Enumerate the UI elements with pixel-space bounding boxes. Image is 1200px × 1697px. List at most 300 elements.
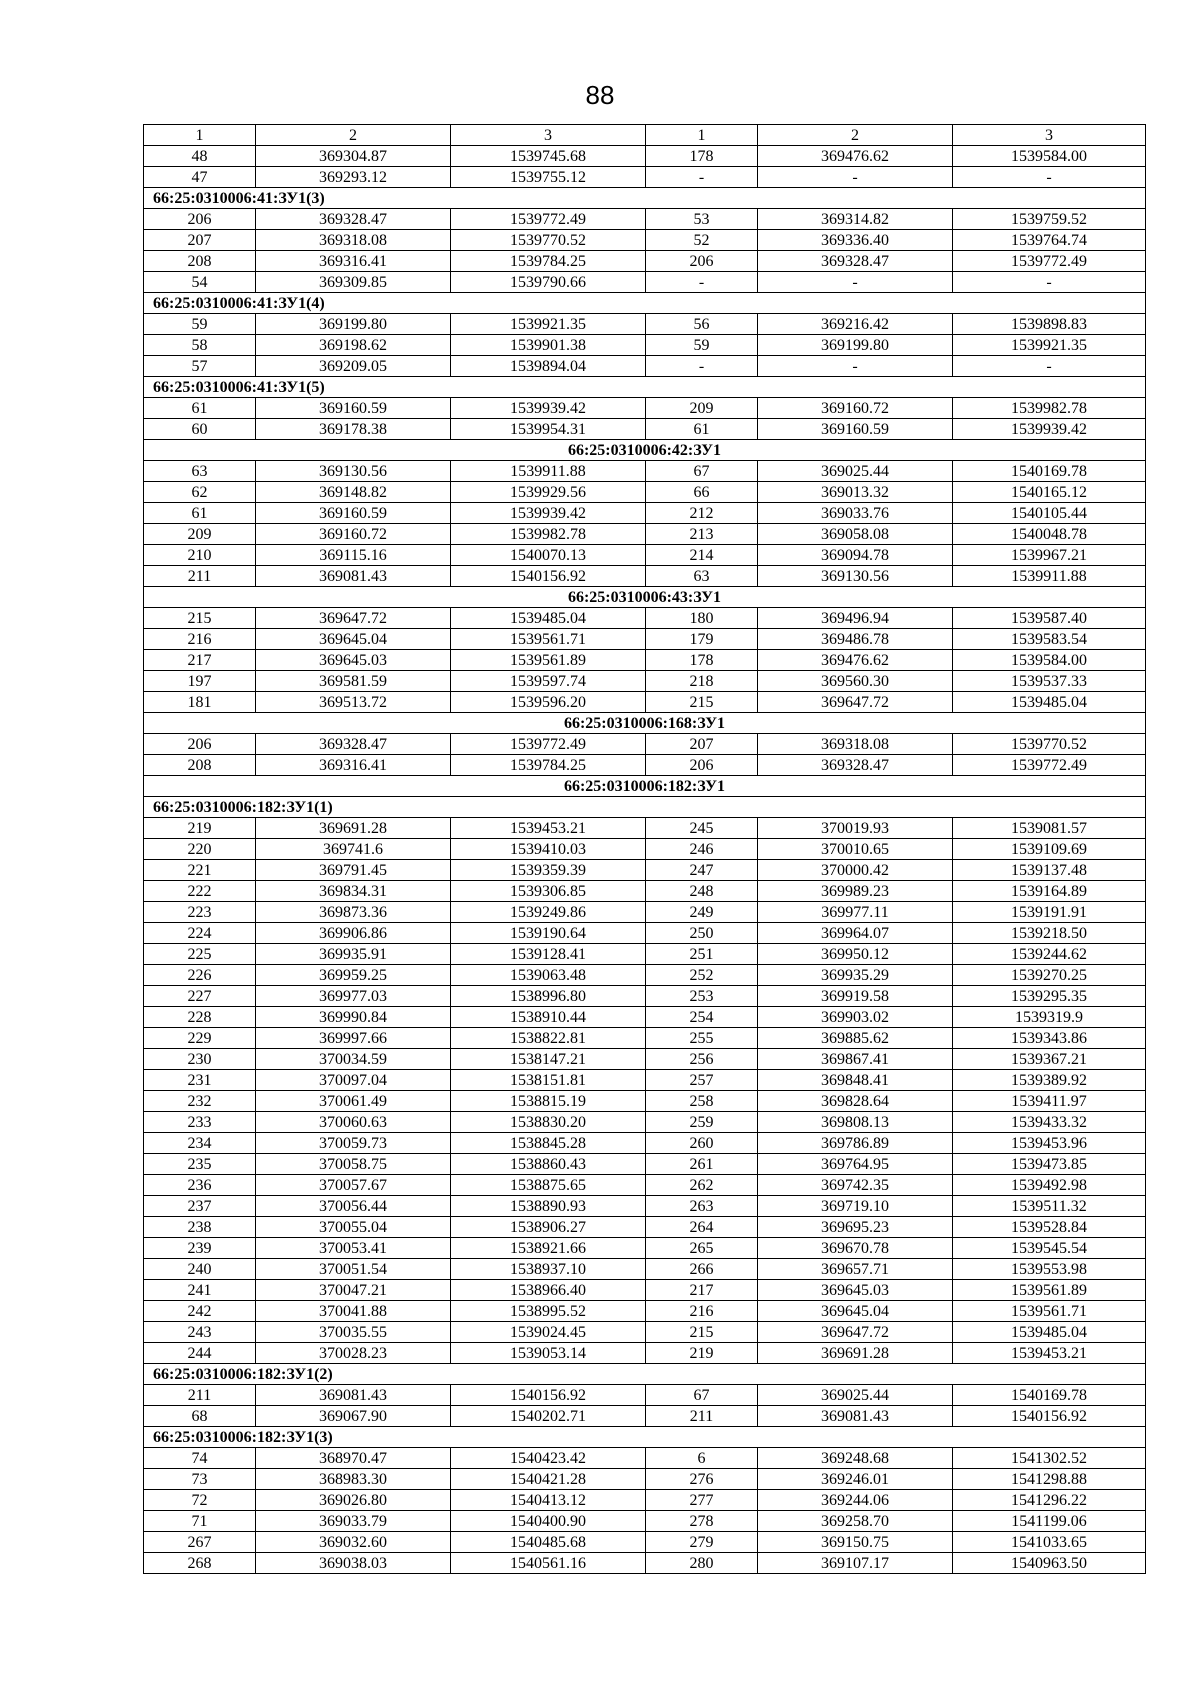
table-cell: 207 — [144, 230, 256, 251]
section-heading: 66:25:0310006:182:ЗУ1(1) — [144, 797, 1146, 818]
table-cell: 1538860.43 — [451, 1154, 646, 1175]
table-cell: 1539764.74 — [953, 230, 1146, 251]
table-cell: - — [953, 272, 1146, 293]
table-cell: 247 — [646, 860, 758, 881]
table-row — [144, 1217, 1146, 1238]
table-cell: 369695.23 — [758, 1217, 953, 1238]
table-cell: 1539485.04 — [953, 1322, 1146, 1343]
table-cell: 1540165.12 — [953, 482, 1146, 503]
table-cell: 223 — [144, 902, 256, 923]
table-header-row — [144, 125, 1146, 146]
table-cell: 219 — [646, 1343, 758, 1364]
table-row — [144, 1028, 1146, 1049]
table-cell: 61 — [646, 419, 758, 440]
table-cell: 1539433.32 — [953, 1112, 1146, 1133]
table-cell: - — [758, 356, 953, 377]
table-row — [144, 251, 1146, 272]
table-cell: 276 — [646, 1469, 758, 1490]
table-cell: 237 — [144, 1196, 256, 1217]
table-cell: 1538966.40 — [451, 1280, 646, 1301]
table-cell: 1539967.21 — [953, 545, 1146, 566]
table-cell: 251 — [646, 944, 758, 965]
table-cell: 1538875.65 — [451, 1175, 646, 1196]
section-heading: 66:25:0310006:41:ЗУ1(3) — [144, 188, 1146, 209]
table-cell: 369316.41 — [256, 755, 451, 776]
table-cell: 234 — [144, 1133, 256, 1154]
table-cell: - — [758, 167, 953, 188]
table-cell: 1539190.64 — [451, 923, 646, 944]
table-cell: 370061.49 — [256, 1091, 451, 1112]
table-cell: 1539453.96 — [953, 1133, 1146, 1154]
table-cell: 1539553.98 — [953, 1259, 1146, 1280]
table-cell: 209 — [144, 524, 256, 545]
table-cell: 215 — [646, 1322, 758, 1343]
table-cell: 369258.70 — [758, 1511, 953, 1532]
table-cell: 369741.6 — [256, 839, 451, 860]
table-cell: 228 — [144, 1007, 256, 1028]
table-cell: 206 — [646, 251, 758, 272]
table-cell: 245 — [646, 818, 758, 839]
table-cell: 369025.44 — [758, 1385, 953, 1406]
table-cell: 1539954.31 — [451, 419, 646, 440]
table-cell: 257 — [646, 1070, 758, 1091]
table-cell: 221 — [144, 860, 256, 881]
table-cell: 369026.80 — [256, 1490, 451, 1511]
header-cell: 3 — [451, 125, 646, 146]
table-cell: 56 — [646, 314, 758, 335]
table-cell: 1539770.52 — [953, 734, 1146, 755]
table-cell: 369670.78 — [758, 1238, 953, 1259]
table-cell: 1538937.10 — [451, 1259, 646, 1280]
table-cell: 231 — [144, 1070, 256, 1091]
table-cell: 369935.29 — [758, 965, 953, 986]
table-cell: 259 — [646, 1112, 758, 1133]
table-cell: 1540400.90 — [451, 1511, 646, 1532]
table-cell: 369318.08 — [256, 230, 451, 251]
table-cell: 227 — [144, 986, 256, 1007]
table-cell: 369318.08 — [758, 734, 953, 755]
table-cell: 1538822.81 — [451, 1028, 646, 1049]
table-cell: 370010.65 — [758, 839, 953, 860]
table-cell: 369067.90 — [256, 1406, 451, 1427]
table-cell: 1539561.89 — [451, 650, 646, 671]
table-row — [144, 545, 1146, 566]
table-cell: 368970.47 — [256, 1448, 451, 1469]
table-cell: 1539528.84 — [953, 1217, 1146, 1238]
section-heading-row — [144, 587, 1146, 608]
table-cell: 1539911.88 — [451, 461, 646, 482]
table-cell: 255 — [646, 1028, 758, 1049]
table-cell: 369935.91 — [256, 944, 451, 965]
table-cell: 243 — [144, 1322, 256, 1343]
table-cell: 1539249.86 — [451, 902, 646, 923]
table-cell: 74 — [144, 1448, 256, 1469]
table-cell: 369032.60 — [256, 1532, 451, 1553]
table-cell: 370058.75 — [256, 1154, 451, 1175]
table-cell: 369328.47 — [758, 755, 953, 776]
table-cell: 1540423.42 — [451, 1448, 646, 1469]
table-cell: 370057.67 — [256, 1175, 451, 1196]
table-cell: 369647.72 — [758, 692, 953, 713]
table-cell: 1539939.42 — [451, 503, 646, 524]
table-cell: 248 — [646, 881, 758, 902]
table-cell: 241 — [144, 1280, 256, 1301]
table-cell: 1539772.49 — [451, 734, 646, 755]
table-cell: 57 — [144, 356, 256, 377]
table-cell: 1540485.68 — [451, 1532, 646, 1553]
table-cell: 256 — [646, 1049, 758, 1070]
section-heading: 66:25:0310006:182:ЗУ1(3) — [144, 1427, 1146, 1448]
table-cell: 233 — [144, 1112, 256, 1133]
table-cell: 369148.82 — [256, 482, 451, 503]
table-cell: 1539584.00 — [953, 146, 1146, 167]
table-cell: 1539218.50 — [953, 923, 1146, 944]
table-cell: 369025.44 — [758, 461, 953, 482]
table-cell: 277 — [646, 1490, 758, 1511]
table-cell: 369848.41 — [758, 1070, 953, 1091]
section-heading: 66:25:0310006:42:ЗУ1 — [144, 440, 1146, 461]
table-row — [144, 1070, 1146, 1091]
table-cell: 216 — [144, 629, 256, 650]
table-cell: 369160.59 — [758, 419, 953, 440]
table-cell: 209 — [646, 398, 758, 419]
table-cell: 369997.66 — [256, 1028, 451, 1049]
table-cell: 217 — [144, 650, 256, 671]
table-cell: 1539492.98 — [953, 1175, 1146, 1196]
table-cell: 1539410.03 — [451, 839, 646, 860]
table-cell: 1539772.49 — [953, 251, 1146, 272]
table-cell: 1539982.78 — [953, 398, 1146, 419]
table-cell: 1539921.35 — [953, 335, 1146, 356]
table-cell: 369645.04 — [758, 1301, 953, 1322]
table-row — [144, 272, 1146, 293]
table-cell: 207 — [646, 734, 758, 755]
table-cell: 369560.30 — [758, 671, 953, 692]
table-cell: 369476.62 — [758, 650, 953, 671]
table-cell: 1539583.54 — [953, 629, 1146, 650]
table-cell: 246 — [646, 839, 758, 860]
section-heading-row — [144, 188, 1146, 209]
table-cell: 1539770.52 — [451, 230, 646, 251]
table-cell: 369013.32 — [758, 482, 953, 503]
table-cell: 1539024.45 — [451, 1322, 646, 1343]
table-cell: 1538890.93 — [451, 1196, 646, 1217]
table-cell: 369990.84 — [256, 1007, 451, 1028]
table-cell: 1540105.44 — [953, 503, 1146, 524]
table-cell: 369906.86 — [256, 923, 451, 944]
table-cell: 226 — [144, 965, 256, 986]
table-cell: 370059.73 — [256, 1133, 451, 1154]
table-cell: 369989.23 — [758, 881, 953, 902]
table-row — [144, 1553, 1146, 1574]
table-cell: 1540048.78 — [953, 524, 1146, 545]
table-row — [144, 1112, 1146, 1133]
table-cell: 1539745.68 — [451, 146, 646, 167]
table-cell: 1539319.9 — [953, 1007, 1146, 1028]
table-row — [144, 1280, 1146, 1301]
table-cell: 1539485.04 — [451, 608, 646, 629]
table-row — [144, 314, 1146, 335]
table-cell: 1539411.97 — [953, 1091, 1146, 1112]
table-cell: 1538996.80 — [451, 986, 646, 1007]
section-heading: 66:25:0310006:182:ЗУ1 — [144, 776, 1146, 797]
table-cell: 1539359.39 — [451, 860, 646, 881]
table-row — [144, 524, 1146, 545]
table-cell: 369199.80 — [256, 314, 451, 335]
table-cell: 1540169.78 — [953, 1385, 1146, 1406]
table-cell: - — [646, 356, 758, 377]
table-cell: 369033.76 — [758, 503, 953, 524]
table-cell: 369198.62 — [256, 335, 451, 356]
table-cell: - — [646, 167, 758, 188]
table-row — [144, 1196, 1146, 1217]
table-cell: 1539772.49 — [451, 209, 646, 230]
table-cell: 238 — [144, 1217, 256, 1238]
table-cell: 369959.25 — [256, 965, 451, 986]
table-cell: 179 — [646, 629, 758, 650]
table-cell: 370034.59 — [256, 1049, 451, 1070]
table-cell: 369081.43 — [256, 566, 451, 587]
table-cell: 215 — [144, 608, 256, 629]
table-cell: 369328.47 — [758, 251, 953, 272]
table-cell: 52 — [646, 230, 758, 251]
table-cell: 215 — [646, 692, 758, 713]
table-cell: 369786.89 — [758, 1133, 953, 1154]
table-cell: 1539485.04 — [953, 692, 1146, 713]
table-cell: 369216.42 — [758, 314, 953, 335]
table-cell: 268 — [144, 1553, 256, 1574]
table-cell: 236 — [144, 1175, 256, 1196]
table-cell: 63 — [144, 461, 256, 482]
section-heading-row — [144, 1427, 1146, 1448]
table-cell: 369244.06 — [758, 1490, 953, 1511]
table-row — [144, 1511, 1146, 1532]
table-cell: 219 — [144, 818, 256, 839]
table-cell: 369033.79 — [256, 1511, 451, 1532]
table-cell: 253 — [646, 986, 758, 1007]
table-cell: 369808.13 — [758, 1112, 953, 1133]
table-cell: 230 — [144, 1049, 256, 1070]
table-cell: 1538845.28 — [451, 1133, 646, 1154]
table-cell: 206 — [144, 734, 256, 755]
table-cell: 1539306.85 — [451, 881, 646, 902]
table-cell: 369115.16 — [256, 545, 451, 566]
table-cell: 1539063.48 — [451, 965, 646, 986]
table-cell: 220 — [144, 839, 256, 860]
table-row — [144, 1469, 1146, 1490]
table-cell: 48 — [144, 146, 256, 167]
table-cell: 1539784.25 — [451, 755, 646, 776]
table-cell: 250 — [646, 923, 758, 944]
table-cell: 370000.42 — [758, 860, 953, 881]
table-cell: 370041.88 — [256, 1301, 451, 1322]
table-cell: 1539511.32 — [953, 1196, 1146, 1217]
section-heading: 66:25:0310006:43:ЗУ1 — [144, 587, 1146, 608]
table-cell: 1539191.91 — [953, 902, 1146, 923]
table-cell: 369150.75 — [758, 1532, 953, 1553]
table-cell: 53 — [646, 209, 758, 230]
table-cell: 214 — [646, 545, 758, 566]
table-cell: 369873.36 — [256, 902, 451, 923]
table-row — [144, 881, 1146, 902]
table-cell: 1539561.89 — [953, 1280, 1146, 1301]
table-cell: 369496.94 — [758, 608, 953, 629]
table-cell: 1539453.21 — [451, 818, 646, 839]
page-number: 88 — [585, 80, 615, 110]
table-cell: 254 — [646, 1007, 758, 1028]
table-cell: 1539982.78 — [451, 524, 646, 545]
table-cell: 369336.40 — [758, 230, 953, 251]
table-cell: 178 — [646, 146, 758, 167]
table-cell: 264 — [646, 1217, 758, 1238]
table-row — [144, 1322, 1146, 1343]
table-cell: 1539545.54 — [953, 1238, 1146, 1259]
section-heading: 66:25:0310006:168:ЗУ1 — [144, 713, 1146, 734]
table-cell: 263 — [646, 1196, 758, 1217]
table-row — [144, 944, 1146, 965]
table-cell: 1538147.21 — [451, 1049, 646, 1070]
table-cell: 278 — [646, 1511, 758, 1532]
table-cell: 197 — [144, 671, 256, 692]
table-cell: - — [758, 272, 953, 293]
table-cell: 369199.80 — [758, 335, 953, 356]
table-cell: 235 — [144, 1154, 256, 1175]
table-row — [144, 209, 1146, 230]
table-cell: 1539898.83 — [953, 314, 1146, 335]
table-cell: 1539128.41 — [451, 944, 646, 965]
table-cell: 210 — [144, 545, 256, 566]
table-cell: 1538995.52 — [451, 1301, 646, 1322]
table-cell: 1540156.92 — [451, 566, 646, 587]
table-cell: 1539561.71 — [953, 1301, 1146, 1322]
table-cell: 1539772.49 — [953, 755, 1146, 776]
table-row — [144, 755, 1146, 776]
table-cell: 67 — [646, 461, 758, 482]
table-cell: 66 — [646, 482, 758, 503]
table-cell: 1541199.06 — [953, 1511, 1146, 1532]
table-row — [144, 1238, 1146, 1259]
table-cell: 369316.41 — [256, 251, 451, 272]
table-row — [144, 419, 1146, 440]
table-cell: 1540561.16 — [451, 1553, 646, 1574]
table-cell: 369691.28 — [758, 1343, 953, 1364]
table-row — [144, 965, 1146, 986]
table-cell: 369645.04 — [256, 629, 451, 650]
table-cell: 258 — [646, 1091, 758, 1112]
table-cell: 1539790.66 — [451, 272, 646, 293]
table-cell: 369977.11 — [758, 902, 953, 923]
table-cell: 1540070.13 — [451, 545, 646, 566]
table-cell: 369657.71 — [758, 1259, 953, 1280]
header-cell: 3 — [953, 125, 1146, 146]
table-row — [144, 734, 1146, 755]
table-cell: 1539939.42 — [953, 419, 1146, 440]
table-cell: 370051.54 — [256, 1259, 451, 1280]
section-heading-row — [144, 377, 1146, 398]
table-cell: 180 — [646, 608, 758, 629]
table-cell: 62 — [144, 482, 256, 503]
table-row — [144, 1154, 1146, 1175]
section-heading-row — [144, 1364, 1146, 1385]
table-cell: 369130.56 — [758, 566, 953, 587]
table-cell: 369248.68 — [758, 1448, 953, 1469]
table-row — [144, 503, 1146, 524]
table-cell: 1539137.48 — [953, 860, 1146, 881]
table-cell: 60 — [144, 419, 256, 440]
table-cell: 1539755.12 — [451, 167, 646, 188]
table-cell: 61 — [144, 503, 256, 524]
table-row — [144, 482, 1146, 503]
table-cell: 1539109.69 — [953, 839, 1146, 860]
table-cell: 71 — [144, 1511, 256, 1532]
coordinates-table-body — [144, 125, 1146, 1574]
table-cell: 229 — [144, 1028, 256, 1049]
table-cell: 211 — [144, 566, 256, 587]
table-cell: 1539389.92 — [953, 1070, 1146, 1091]
table-cell: 369834.31 — [256, 881, 451, 902]
table-row — [144, 1259, 1146, 1280]
table-cell: 252 — [646, 965, 758, 986]
table-row — [144, 671, 1146, 692]
table-cell: 369742.35 — [758, 1175, 953, 1196]
table-cell: 1539759.52 — [953, 209, 1146, 230]
table-row — [144, 818, 1146, 839]
table-cell: 370097.04 — [256, 1070, 451, 1091]
section-heading: 66:25:0310006:41:ЗУ1(4) — [144, 293, 1146, 314]
header-cell: 2 — [758, 125, 953, 146]
table-cell: 370053.41 — [256, 1238, 451, 1259]
table-cell: 369950.12 — [758, 944, 953, 965]
table-cell: 206 — [646, 755, 758, 776]
table-cell: 369178.38 — [256, 419, 451, 440]
table-cell: 1540156.92 — [451, 1385, 646, 1406]
table-cell: 6 — [646, 1448, 758, 1469]
table-cell: 1539164.89 — [953, 881, 1146, 902]
table-row — [144, 650, 1146, 671]
table-cell: 369309.85 — [256, 272, 451, 293]
table-cell: 218 — [646, 671, 758, 692]
table-cell: 261 — [646, 1154, 758, 1175]
table-cell: 242 — [144, 1301, 256, 1322]
table-cell: 244 — [144, 1343, 256, 1364]
table-row — [144, 230, 1146, 251]
table-row — [144, 1343, 1146, 1364]
table-cell: 369160.72 — [758, 398, 953, 419]
table-cell: 216 — [646, 1301, 758, 1322]
table-row — [144, 923, 1146, 944]
table-row — [144, 335, 1146, 356]
table-cell: 369964.07 — [758, 923, 953, 944]
table-cell: 1540156.92 — [953, 1406, 1146, 1427]
table-cell: 1539596.20 — [451, 692, 646, 713]
table-cell: 67 — [646, 1385, 758, 1406]
table-cell: 1539894.04 — [451, 356, 646, 377]
table-cell: 212 — [646, 503, 758, 524]
table-cell: 369081.43 — [758, 1406, 953, 1427]
table-cell: 369107.17 — [758, 1553, 953, 1574]
table-row — [144, 1175, 1146, 1196]
table-row — [144, 692, 1146, 713]
table-cell: 370056.44 — [256, 1196, 451, 1217]
table-cell: 369160.59 — [256, 398, 451, 419]
table-cell: 1538906.27 — [451, 1217, 646, 1238]
table-cell: 1539597.74 — [451, 671, 646, 692]
table-row — [144, 1532, 1146, 1553]
table-cell: 1539343.86 — [953, 1028, 1146, 1049]
header-cell: 2 — [256, 125, 451, 146]
table-cell: 1539939.42 — [451, 398, 646, 419]
table-cell: 370055.04 — [256, 1217, 451, 1238]
